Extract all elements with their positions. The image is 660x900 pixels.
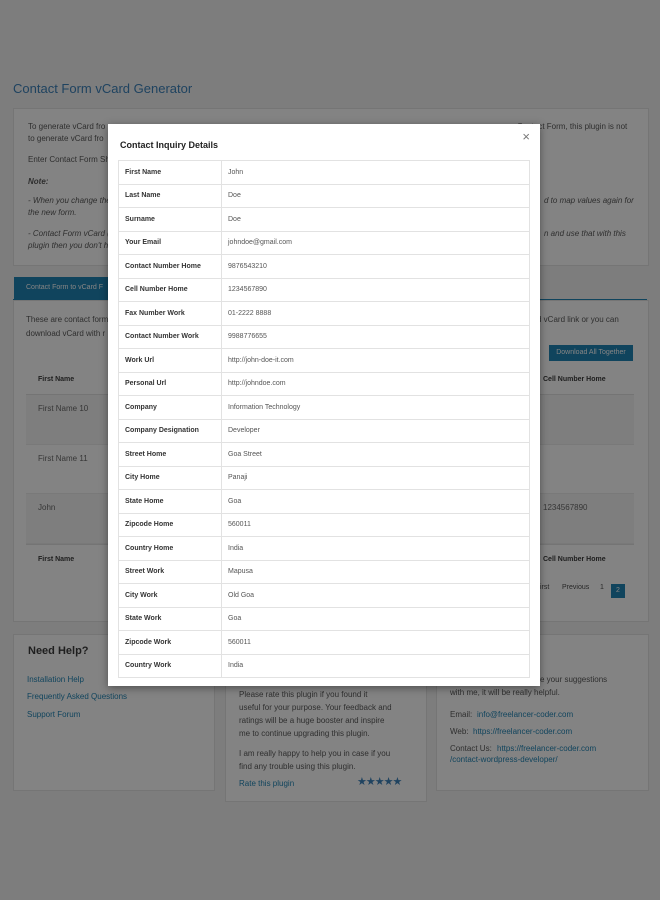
detail-row [119, 584, 530, 608]
detail-label: Contact Number Home [119, 255, 222, 279]
contact-details-modal [108, 124, 540, 686]
detail-label: Zipcode Home [119, 513, 222, 537]
detail-value: 560011 [222, 631, 530, 655]
detail-label: City Work [119, 584, 222, 608]
detail-value: 9876543210 [222, 255, 530, 279]
modal-title: Contact Inquiry Details [120, 140, 219, 150]
detail-row [119, 490, 530, 514]
detail-label: Zipcode Work [119, 631, 222, 655]
detail-value: Information Technology [222, 396, 530, 420]
detail-label: Company Designation [119, 419, 222, 443]
detail-label: City Home [119, 466, 222, 490]
detail-row [119, 513, 530, 537]
detail-value: 01-2222 8888 [222, 302, 530, 326]
detail-label: Street Home [119, 443, 222, 467]
detail-row [119, 443, 530, 467]
detail-row [119, 255, 530, 279]
details-table [118, 160, 530, 678]
detail-value: India [222, 654, 530, 678]
detail-label: Work Url [119, 349, 222, 373]
detail-row [119, 302, 530, 326]
detail-label: Last Name [119, 184, 222, 208]
detail-row [119, 231, 530, 255]
detail-value: John [222, 161, 530, 185]
detail-row [119, 654, 530, 678]
detail-value: 560011 [222, 513, 530, 537]
detail-row [119, 208, 530, 232]
detail-label: Fax Number Work [119, 302, 222, 326]
detail-row [119, 184, 530, 208]
detail-label: Cell Number Home [119, 278, 222, 302]
detail-value: Mapusa [222, 560, 530, 584]
detail-label: Country Home [119, 537, 222, 561]
detail-row [119, 607, 530, 631]
detail-label: First Name [119, 161, 222, 185]
detail-label: Surname [119, 208, 222, 232]
detail-value: Developer [222, 419, 530, 443]
detail-value: http://john-doe-it.com [222, 349, 530, 373]
detail-value: Goa [222, 607, 530, 631]
detail-value: Doe [222, 184, 530, 208]
detail-row [119, 631, 530, 655]
detail-value: Panaji [222, 466, 530, 490]
detail-row [119, 372, 530, 396]
detail-row [119, 466, 530, 490]
detail-label: Personal Url [119, 372, 222, 396]
detail-row [119, 325, 530, 349]
detail-value: Old Goa [222, 584, 530, 608]
detail-value: http://johndoe.com [222, 372, 530, 396]
close-icon[interactable]: × [522, 129, 530, 144]
detail-label: State Work [119, 607, 222, 631]
detail-row [119, 278, 530, 302]
detail-row [119, 161, 530, 185]
detail-label: State Home [119, 490, 222, 514]
detail-row [119, 349, 530, 373]
detail-value: Goa [222, 490, 530, 514]
detail-value: 9988776655 [222, 325, 530, 349]
detail-value: johndoe@gmail.com [222, 231, 530, 255]
detail-row [119, 560, 530, 584]
detail-label: Contact Number Work [119, 325, 222, 349]
detail-row [119, 537, 530, 561]
detail-label: Country Work [119, 654, 222, 678]
detail-label: Your Email [119, 231, 222, 255]
detail-label: Company [119, 396, 222, 420]
detail-value: Goa Street [222, 443, 530, 467]
detail-row [119, 419, 530, 443]
detail-value: Doe [222, 208, 530, 232]
detail-row [119, 396, 530, 420]
detail-value: India [222, 537, 530, 561]
detail-value: 1234567890 [222, 278, 530, 302]
detail-label: Street Work [119, 560, 222, 584]
